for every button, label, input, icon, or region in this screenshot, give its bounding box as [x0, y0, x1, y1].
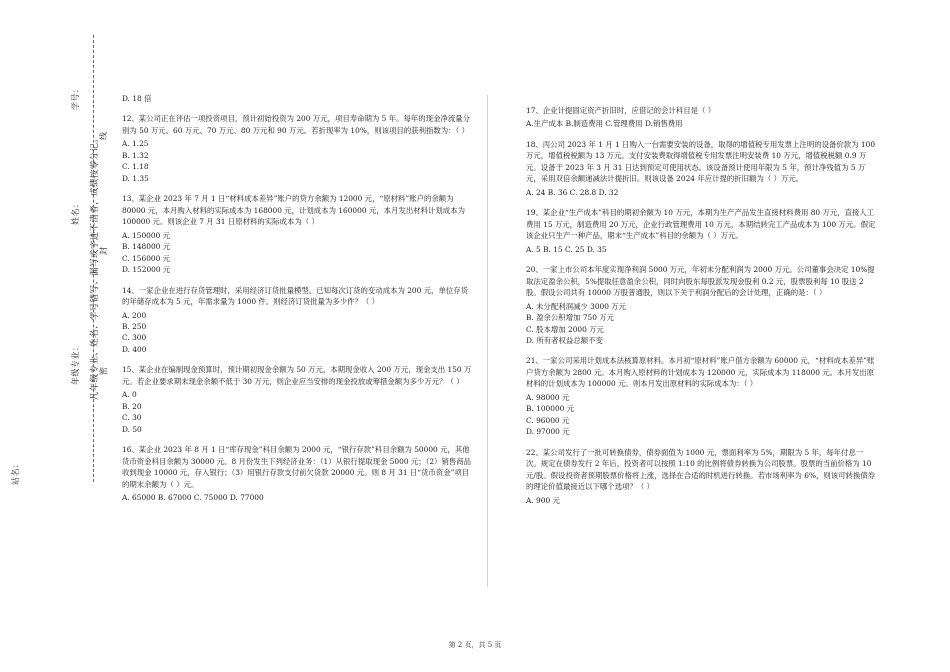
- question-q12: [122, 113, 472, 184]
- answer-option: B. 1.32: [122, 150, 149, 160]
- seal-mark-mi: 密: [99, 366, 108, 375]
- answer-option: B. 250: [122, 321, 147, 331]
- question-stem: 14、一家企业在进行存货管理时，采用经济订货批量模型。已知每次订货的变动成本为 200 元，单位存货的年储存成本为 5 元，年需求量为 1000 件。则经济订货批量为多少件？（ ）: [122, 285, 469, 307]
- seal-mark-xian: 线: [99, 131, 108, 140]
- question-stem: 21、一家公司采用计划成本法核算原材料。本月初“原材料”账户借方余额为 60000 元，“材料成本差异”账户贷方余额为 2800 元。本月购入原材料的计划成本为 120000 元，实际成本为 118000 元。本月发出原材料的计划成本为 100000 元。则本月发出原材料的实际成本为：（ ）: [526, 356, 875, 389]
- exam-site-label: 站名：: [11, 459, 20, 485]
- answer-option: A. 1.25: [122, 139, 149, 149]
- left-column: [122, 93, 472, 513]
- answer-option: A. 900 元: [526, 495, 560, 505]
- answer-option: A.生产成本 B.制造费用 C.管理费用 D.销售费用: [526, 119, 683, 129]
- answer-option: C. 股本增加 2000 万元: [526, 324, 604, 334]
- question-stem: 12、某公司正在评估一项投资项目，预计初始投资为 200 万元，项目寿命期为 5 年。每年的现金净流量分别为 50 万元、60 万元、70 万元、80 万元和 90 万元。若折现率为 10%，则该项目的获利指数为：（ ）: [122, 114, 471, 135]
- question-q17: [526, 105, 876, 130]
- question-q20: [526, 264, 876, 346]
- answer-option: B. 盈余公积增加 750 万元: [526, 313, 615, 323]
- answer-option: A. 98000 元: [526, 392, 570, 402]
- question-q22: [526, 447, 876, 506]
- question-q15: [122, 364, 472, 435]
- answer-option: B. 20: [122, 401, 142, 411]
- answer-option: A. 200: [122, 310, 147, 320]
- answer-option: D. 18 倍: [122, 94, 152, 103]
- question-stem: 19、某企业“生产成本”科目的期初余额为 10 万元，本期为生产产品发生直接材料费用 80 万元，直接人工费用 15 万元，制造费用 20 万元，企业行政管理费用 10 万元，本期结转完工产品成本为 100 万元。假定该企业只生产一种产品，期末“生产成本”科目的余额为（ ）万元。: [526, 208, 876, 241]
- answer-option: B. 100000 元: [526, 404, 575, 414]
- answer-option: A. 未分配利润减少 3000 万元: [526, 301, 627, 311]
- question-q18: [526, 139, 876, 198]
- question-stem: 13、某企业 2023 年 7 月 1 日“材料成本差异”账户的贷方余额为 12000 元，“原材料”账户的余额为 80000 元，本月购入材料的实际成本为 168000 元，计划成本为 160000 元，本月发出材料计划成本为 100000 元。则该企业 7 月 31 日原材料的实际成本为（ ）: [122, 194, 465, 227]
- answer-option: B. 148000 元: [122, 242, 171, 252]
- name-label: 姓名：: [71, 199, 80, 225]
- answer-option: D. 所有者权益总额不变: [526, 335, 603, 345]
- page-footer: 第 2 页，共 5 页: [448, 641, 502, 649]
- student-id-label: 学号：: [71, 84, 80, 110]
- answer-option: D. 152000 元: [122, 265, 171, 275]
- question-q21: [526, 355, 876, 437]
- answer-option: C. 156000 元: [122, 253, 171, 263]
- answer-option: D. 1.35: [122, 173, 149, 183]
- question-q11-tail: [122, 93, 472, 104]
- question-stem: 17、企业计提固定资产折旧时，应借记的会计科目是（ ）: [526, 106, 716, 115]
- question-q14: [122, 285, 472, 356]
- question-stem: 15、某企业在编制现金预算时，预计期初现金余额为 50 万元，本期现金收入 200 万元，现金支出 150 万元。若企业要求期末现金余额不低于 30 万元，则企业应当安排的现金投放或筹措金额为多少万元？（ ）: [122, 365, 472, 386]
- question-stem: 16、某企业 2023 年 8 月 1 日“库存现金”科目余额为 2000 元，“银行存款”科目余额为 50000 元，其他货币资金科目余额为 30000 元。8 月份发生下列经济业务：（1）从银行提取现金 5000 元；（2）销售商品收到现金 10000 元，存入银行；（3）用银行存款支付前欠货款 20000 元。则 8 月 31 日“货币资金”项目的期末余额为（ ）元。: [122, 445, 472, 489]
- grade-major-label: 年级专业：: [71, 342, 80, 385]
- question-q13: [122, 193, 472, 275]
- fill-notice: 凡年级专业、姓名、学号错写、漏写或字迹不清者，成绩按零分记。: [89, 133, 99, 400]
- answer-option: C. 1.18: [122, 162, 149, 172]
- answer-option: D. 50: [122, 424, 142, 434]
- answer-option: C. 30: [122, 413, 142, 423]
- answer-option: A. 24 B. 36 C. 28.8 D. 32: [526, 187, 619, 197]
- question-stem: 18、丙公司 2023 年 1 月 1 日购入一台需要安装的设备，取得的增值税专用发票上注明的设备价款为 100 万元，增值税税额为 13 万元。支付安装费取得增值税专用发票注明安装费 10 万元，增值税税额 0.9 万元。设备于 2023 年 3 月 31 日达到预定可使用状态。该设备预计使用年限为 5 年，预计净残值为 5 万元，采用双倍余额递减法计提折旧。则该设备 2024 年应计提的折旧额为（ ）万元。: [526, 139, 876, 184]
- answer-option: D. 97000 元: [526, 427, 570, 437]
- answer-option: D. 400: [122, 344, 147, 354]
- answer-option: C. 300: [122, 333, 147, 343]
- right-column: [526, 105, 876, 515]
- seal-mark-feng: 封: [99, 246, 108, 255]
- answer-option: A. 65000 B. 67000 C. 75000 D. 77000: [122, 493, 264, 503]
- question-q16: [122, 444, 472, 503]
- question-stem: 20、一家上市公司本年度实现净利润 5000 万元，年初未分配利润为 2000 万元。公司董事会决定 10%提取法定盈余公积，5%提取任意盈余公积，同时向股东每股派发现金股利 0.2 元，股票股利每 10 股送 2 股。假设公司共有 10000 万股普通股，则以下关于利润分配后的会计处理，正确的是：（ ）: [526, 265, 875, 298]
- answer-option: A. 150000 元: [122, 230, 170, 240]
- cut-line: [93, 35, 94, 482]
- question-q19: [526, 207, 876, 255]
- answer-option: A. 0: [122, 390, 137, 400]
- binding-sidebar: [8, 0, 113, 672]
- question-stem: 22、某公司发行了一批可转换债券，债券面值为 1000 元，票面利率为 5%，期限为 5 年，每年付息一次。规定在债券发行 2 年后，投资者可以按照 1:10 的比例将债券转换为公司股票。股票的当前价格为 10 元/股。假设投资者预期股票价格将上涨，选择在合适的时机进行转换。若市场利率为 6%，则该可转换债券的理论价值最接近以下哪个选项？（ ）: [526, 447, 876, 492]
- answer-option: A. 5 B. 15 C. 25 D. 35: [526, 244, 607, 254]
- column-divider: [487, 95, 488, 587]
- answer-option: C. 96000 元: [526, 415, 570, 425]
